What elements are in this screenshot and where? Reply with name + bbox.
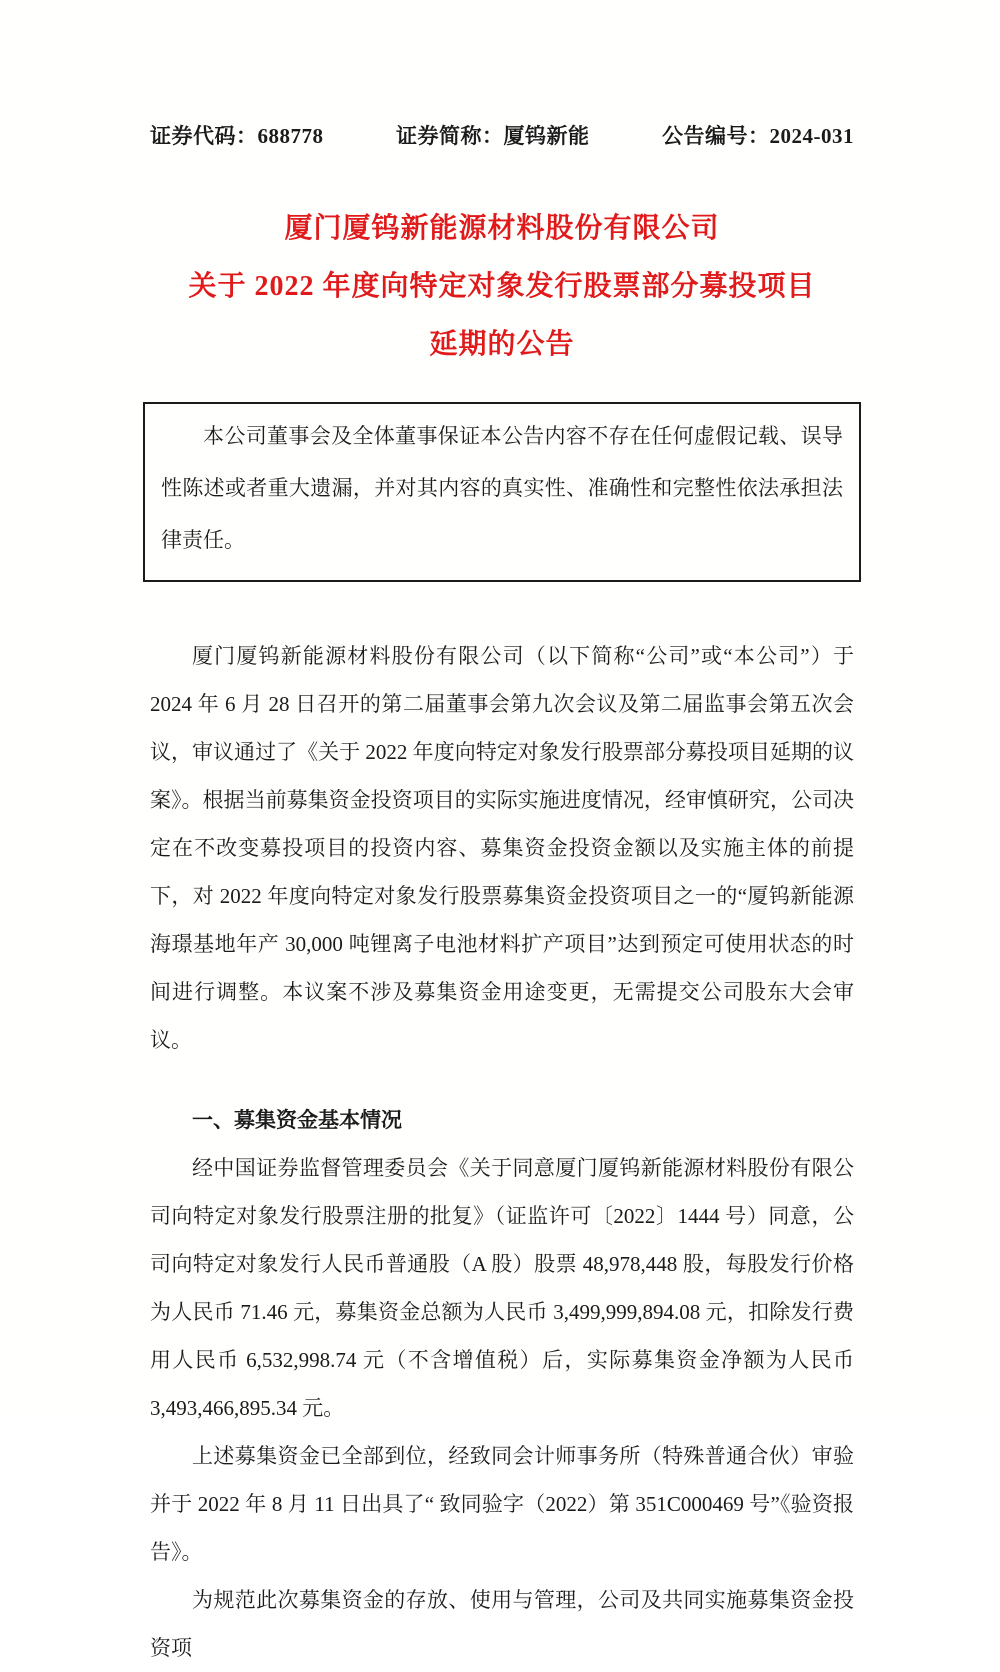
- section-heading-fundraising-basics: 一、募集资金基本情况: [192, 1108, 402, 1132]
- disclaimer-box: [143, 402, 861, 582]
- announcement-number: 公告编号：2024-031: [662, 124, 854, 148]
- paragraph-fund-management-partial: 为规范此次募集资金的存放、使用与管理，公司及共同实施募集资金投资项: [150, 1588, 854, 1660]
- paragraph-capital-verification: 上述募集资金已全部到位，经致同会计师事务所（特殊普通合伙）审验并于 2022 年 8 月 11 日出具了“ 致同验字（2022）第 351C000469 号”《验资报告》。: [150, 1444, 854, 1564]
- stock-short-name: 证券简称：厦钨新能: [396, 124, 590, 148]
- title-line-subject: 关于 2022 年度向特定对象发行股票部分募投项目: [188, 271, 816, 302]
- paragraph-board-resolution: 厦门厦钨新能源材料股份有限公司（以下简称“公司”或“本公司”）于 2024 年 6 月 28 日召开的第二届董事会第九次会议及第二届监事会第五次会议，审议通过了《关于 2022 年度向特定对象发行股票部分募投项目延期的议案》。根据当前募集资金投资项目的实际实施进度情况，经审慎研究，公司决定在不改变募投项目的投资内容、募集资金投资金额以及实施主体的前提下，对 2022 年度向特定对象发行股票募集资金投资项目之一的“厦钨新能源海璟基地年产 30,000 吨锂离子电池材料扩产项目”达到预定可使用状态的时间进行调整。本议案不涉及募集资金用途变更，无需提交公司股东大会审议。: [150, 644, 854, 1052]
- document-header: [150, 120, 854, 150]
- title-line-suffix: 延期的公告: [429, 329, 575, 360]
- title-line-company: 厦门厦钨新能源材料股份有限公司: [284, 213, 720, 244]
- stock-code: 证券代码：688778: [150, 124, 324, 148]
- document-title: [150, 200, 854, 374]
- disclaimer-text: 本公司董事会及全体董事保证本公告内容不存在任何虚假记载、误导性陈述或者重大遗漏，并对其内容的真实性、准确性和完整性依法承担法律责任。: [161, 424, 843, 552]
- paragraph-fundraising-details: 经中国证券监督管理委员会《关于同意厦门厦钨新能源材料股份有限公司向特定对象发行股票注册的批复》（证监许可〔2022〕1444 号）同意，公司向特定对象发行人民币普通股（A 股）股票 48,978,448 股，每股发行价格为人民币 71.46 元，募集资金总额为人民币 3,499,999,894.08 元，扣除发行费用人民币 6,532,998.74 元（不含增值税）后，实际募集资金净额为人民币 3,493,466,895.34 元。: [150, 1156, 854, 1420]
